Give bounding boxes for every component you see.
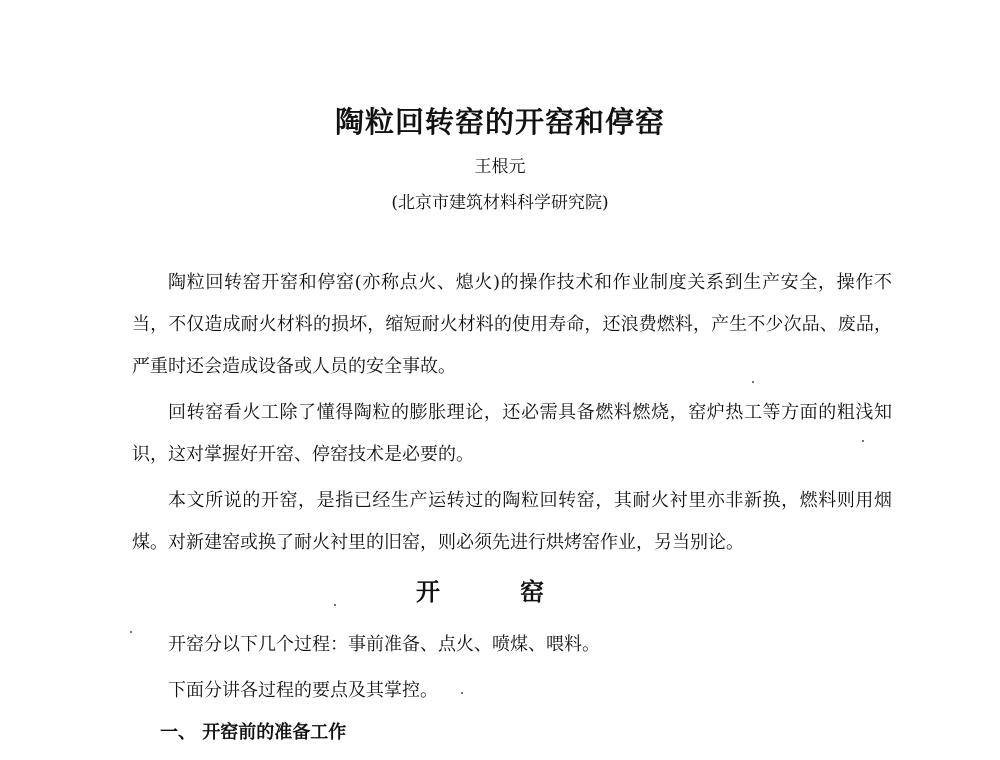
scan-speck	[752, 381, 754, 383]
body-paragraph-1: 陶粒回转窑开窑和停窑(亦称点火、熄火)的操作技术和作业制度关系到生产安全，操作不当，不仅造成耐火材料的损坏，缩短耐火材料的使用寿命，还浪费燃料，产生不少次品、废品，严重时还会造成设备或人员的安全事故。	[132, 272, 892, 377]
paper-title: 陶粒回转窑的开窑和停窑	[334, 105, 665, 139]
body-line-1: 开窑分以下几个过程：事前准备、点火、喷煤、喂料。	[168, 634, 600, 655]
scan-speck	[862, 440, 864, 442]
body-paragraph-2: 回转窑看火工除了懂得陶粒的膨胀理论，还必需具备燃料燃烧，窑炉热工等方面的粗浅知识，这对掌握好开窑、停窑技术是必要的。	[132, 402, 892, 465]
author-affiliation: (北京市建筑材料科学研究院)	[391, 193, 609, 213]
scan-speck	[334, 604, 336, 606]
section-heading: 开窑	[416, 577, 624, 606]
author-name: 王根元	[474, 157, 526, 177]
scan-speck	[461, 692, 463, 694]
sub-heading: 一、 开窑前的准备工作	[160, 722, 347, 743]
scan-speck	[130, 631, 132, 633]
body-paragraph-3: 本文所说的开窑，是指已经生产运转过的陶粒回转窑，其耐火衬里亦非新换，燃料则用烟煤。对新建窑或换了耐火衬里的旧窑，则必须先进行烘烤窑作业，另当别论。	[132, 490, 892, 553]
body-line-2: 下面分讲各过程的要点及其掌控。	[168, 680, 438, 701]
